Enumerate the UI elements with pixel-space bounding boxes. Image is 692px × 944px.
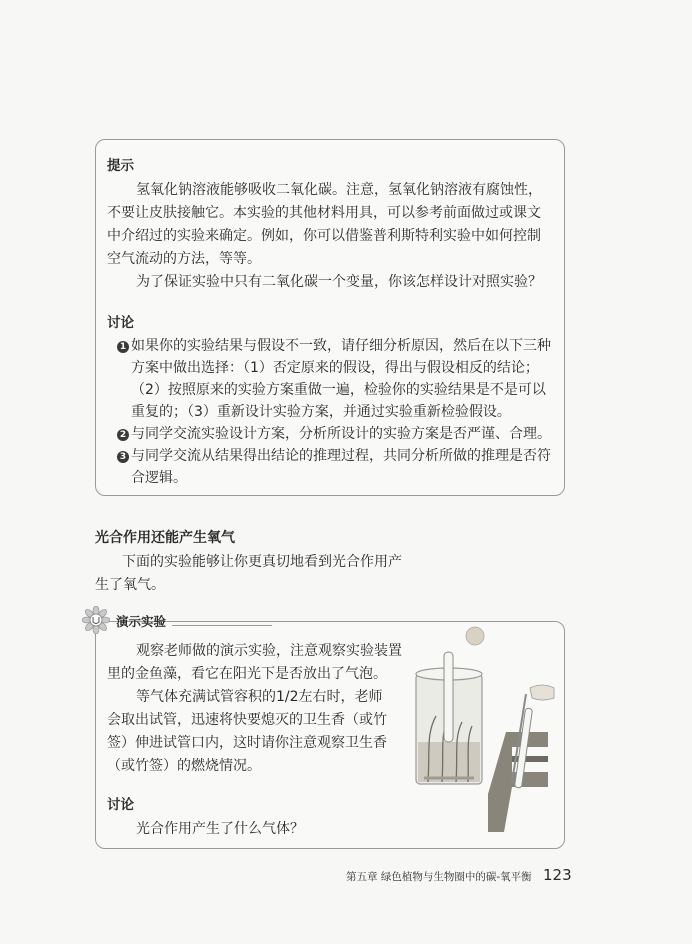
- demo-title: 演示实验: [116, 614, 167, 629]
- section-line: 生了氧气。: [95, 577, 165, 593]
- number-badge: 2: [117, 429, 129, 441]
- hint-line: 不要让皮肤接触它。本实验的其他材料用具，可以参考前面做过或课文: [107, 205, 541, 221]
- demo-flower-icon: [82, 606, 110, 634]
- discussion-item-text: 与同学交流实验设计方案，分析所设计的实验方案是否严谨、合理。: [131, 426, 551, 442]
- discussion-heading: 讨论: [107, 315, 134, 331]
- hint-heading: 提示: [107, 158, 134, 174]
- discussion-item-line: 重复的；（3）重新设计实验方案，并通过实验重新检验假设。: [131, 404, 511, 420]
- sun-icon: [466, 627, 484, 645]
- number-badge: 3: [117, 451, 129, 463]
- demo-line: 里的金鱼藻，看它在阳光下是否放出了气泡。: [107, 666, 387, 682]
- demo-question: 光合作用产生了什么气体？: [136, 821, 304, 837]
- hint-line: 氢氧化钠溶液能够吸收二氧化碳。注意，氢氧化钠溶液有腐蚀性，: [136, 182, 542, 198]
- demo-line: 等气体充满试管容积的1/2左右时，老师: [136, 689, 383, 705]
- page-number: 123: [543, 866, 572, 884]
- hint-line: 空气流动的方法，等等。: [107, 251, 261, 267]
- discussion-item-line: （2）按照原来的实验方案重做一遍，检验你的实验结果是不是可以: [131, 382, 546, 398]
- demo-title-rule: [172, 625, 272, 626]
- number-badge: 1: [117, 341, 129, 353]
- discussion-item-1: [117, 336, 551, 356]
- discussion-item-3: [117, 446, 551, 466]
- section-line: 下面的实验能够让你更真切地看到光合作用产: [122, 554, 402, 570]
- demo-line: 签）伸进试管口内，这时请你注意观察卫生香: [107, 735, 387, 751]
- demo-line: 会取出试管，迅速将快要熄灭的卫生香（或竹: [107, 712, 387, 728]
- discussion-item-text: 如果你的实验结果与假设不一致，请仔细分析原因，然后在以下三种: [131, 338, 551, 354]
- experiment-illustration: [408, 622, 558, 837]
- hint-line: 中介绍过的实验来确定。例如，你可以借鉴普利斯特利实验中如何控制: [107, 228, 541, 244]
- section-title: 光合作用还能产生氧气: [95, 530, 235, 546]
- discussion-item-text: 与同学交流从结果得出结论的推理过程，共同分析所做的推理是否符: [131, 448, 551, 464]
- discussion-item-line: 方案中做出选择：（1）否定原来的假设，得出与假设相反的结论；: [131, 360, 539, 376]
- demo-discussion-heading: 讨论: [107, 797, 134, 813]
- demo-line: （或竹签）的燃烧情况。: [107, 758, 261, 774]
- discussion-item-2: [117, 424, 551, 444]
- test-tube-in-beaker: [444, 652, 453, 742]
- hint-question: 为了保证实验中只有二氧化碳一个变量，你该怎样设计对照实验？: [136, 274, 542, 290]
- demo-line: 观察老师做的演示实验，注意观察实验装置: [136, 643, 402, 659]
- discussion-item-line: 合逻辑。: [131, 470, 187, 486]
- chapter-footer: 第五章 绿色植物与生物圈中的碳-氧平衡: [346, 871, 532, 883]
